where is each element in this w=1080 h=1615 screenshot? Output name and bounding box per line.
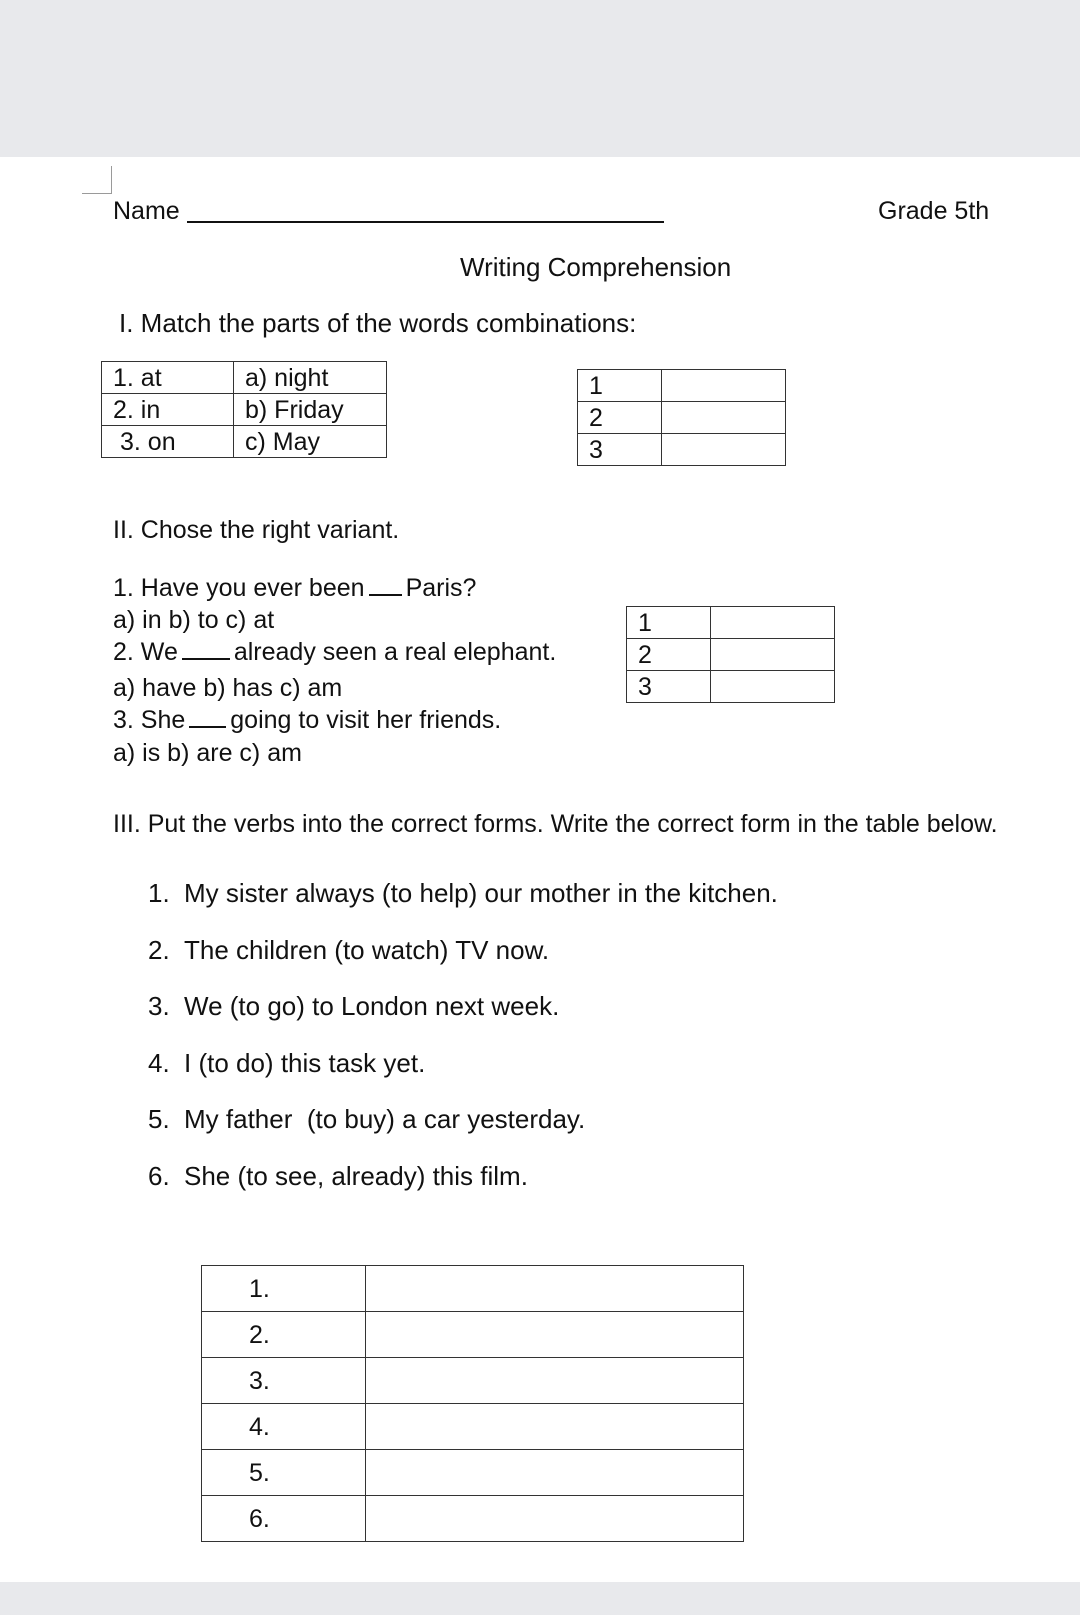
answer-cell[interactable] [366, 1312, 744, 1358]
table-row [102, 362, 387, 394]
answer-cell[interactable] [711, 639, 835, 671]
name-field-line[interactable] [187, 221, 664, 223]
answer-number: 3 [627, 671, 711, 703]
section3-heading: III. Put the verbs into the correct forms. Write the correct form in the table below. [113, 810, 998, 838]
table-row [627, 639, 835, 671]
question-2-options: a) have b) has c) am [113, 674, 343, 702]
question-text: Paris? [405, 574, 477, 602]
item-number: 4. [148, 1047, 170, 1078]
item-number: 1. [148, 878, 170, 908]
question-text: 2. We [113, 638, 178, 666]
table-row [578, 402, 786, 434]
item-number: 6. [148, 1160, 170, 1191]
item-text: She (to see, already) this film. [184, 1160, 528, 1191]
verb-list [148, 878, 778, 1217]
item-text: We (to go) to London next week. [184, 991, 560, 1021]
question-text: already seen a real elephant. [233, 638, 557, 666]
table-row [202, 1266, 744, 1312]
item-text: The children (to watch) TV now. [184, 934, 550, 965]
match-left: 2. in [102, 394, 234, 426]
question-1-options: a) in b) to c) at [113, 606, 275, 634]
list-item [148, 935, 778, 992]
match-right: a) night [234, 362, 387, 394]
question-3 [113, 706, 501, 735]
item-text: My sister always (to help) our mother in the kitchen. [184, 878, 778, 908]
question-2 [113, 638, 556, 667]
table-row [578, 370, 786, 402]
question-text: going to visit her friends. [230, 706, 502, 734]
answer-number: 1 [627, 607, 711, 639]
match-right: b) Friday [234, 394, 387, 426]
section3-answer-table [201, 1265, 744, 1542]
answer-blank[interactable] [182, 658, 230, 660]
match-left: 1. at [102, 362, 234, 394]
answer-cell[interactable] [711, 671, 835, 703]
answer-cell[interactable] [366, 1358, 744, 1404]
answer-blank[interactable] [189, 726, 226, 728]
answer-number: 3 [578, 434, 662, 466]
item-number: 3. [148, 991, 170, 1021]
table-row [102, 394, 387, 426]
grade-label: Grade 5th [878, 197, 990, 225]
table-row [202, 1404, 744, 1450]
answer-cell[interactable] [366, 1404, 744, 1450]
worksheet-title: Writing Comprehension [460, 252, 732, 282]
answer-number: 1 [578, 370, 662, 402]
table-row [202, 1450, 744, 1496]
table-row [202, 1358, 744, 1404]
match-left: 3. on [102, 426, 234, 458]
answer-cell[interactable] [662, 434, 786, 466]
question-text: 1. Have you ever been [113, 574, 365, 602]
answer-number: 4. [202, 1404, 366, 1450]
answer-number: 5. [202, 1450, 366, 1496]
answer-number: 6. [202, 1496, 366, 1542]
table-row [627, 671, 835, 703]
match-right: c) May [234, 426, 387, 458]
table-row [202, 1496, 744, 1542]
list-item [148, 878, 778, 935]
name-label: Name [113, 197, 180, 225]
list-item [148, 1161, 778, 1218]
table-row [202, 1312, 744, 1358]
question-1 [113, 574, 476, 603]
answer-cell[interactable] [366, 1266, 744, 1312]
section2-answer-table [626, 606, 835, 703]
item-number: 2. [148, 934, 170, 965]
answer-number: 2. [202, 1312, 366, 1358]
answer-cell[interactable] [662, 370, 786, 402]
page-corner-mark [82, 166, 112, 194]
answer-number: 1. [202, 1266, 366, 1312]
item-number: 5. [148, 1104, 170, 1134]
table-row [578, 434, 786, 466]
item-text: I (to do) this task yet. [184, 1047, 426, 1078]
answer-number: 2 [578, 402, 662, 434]
answer-number: 2 [627, 639, 711, 671]
table-row [627, 607, 835, 639]
answer-cell[interactable] [366, 1450, 744, 1496]
list-item [148, 1104, 778, 1161]
list-item [148, 1048, 778, 1105]
question-3-options: a) is b) are c) am [113, 739, 302, 767]
answer-cell[interactable] [662, 402, 786, 434]
section1-answer-table [577, 369, 786, 466]
answer-cell[interactable] [711, 607, 835, 639]
section1-heading: I. Match the parts of the words combinations: [119, 308, 637, 338]
table-row [102, 426, 387, 458]
item-text: My father (to buy) a car yesterday. [184, 1104, 586, 1134]
answer-number: 3. [202, 1358, 366, 1404]
section2-heading: II. Chose the right variant. [113, 516, 400, 544]
answer-blank[interactable] [369, 594, 402, 596]
question-text: 3. She [113, 706, 186, 734]
answer-cell[interactable] [366, 1496, 744, 1542]
match-table [101, 361, 387, 458]
list-item [148, 991, 778, 1048]
